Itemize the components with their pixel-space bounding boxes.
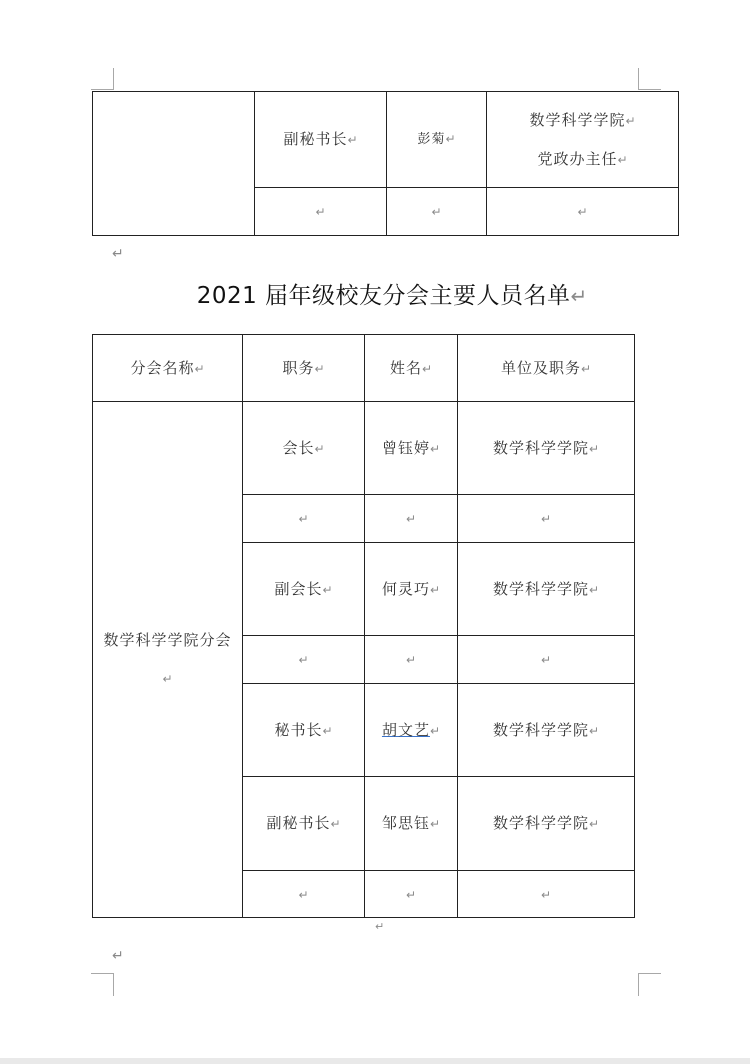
unit-cell: 数学科学学院↵ xyxy=(458,777,635,871)
table-row xyxy=(93,402,635,495)
role-cell: ↵ xyxy=(255,188,387,236)
role-cell: ↵ xyxy=(243,871,365,918)
branch-cell-empty xyxy=(93,92,255,236)
name-cell: 彭菊↵ xyxy=(387,92,487,188)
document-title: 2021 届年级校友分会主要人员名单↵ xyxy=(196,283,588,309)
name-cell: 何灵巧↵ xyxy=(365,543,458,636)
role-cell: 副秘书长↵ xyxy=(243,777,365,871)
role-cell: 副会长↵ xyxy=(243,543,365,636)
unit-cell: ↵ xyxy=(458,871,635,918)
unit-cell: 数学科学学院↵ xyxy=(458,543,635,636)
header-branch: 分会名称↵ xyxy=(93,335,243,402)
proofing-underlined-name: 胡文艺 xyxy=(381,720,430,739)
role-cell: 秘书长↵ xyxy=(243,684,365,777)
role-cell: ↵ xyxy=(243,636,365,684)
unit-cell: ↵ xyxy=(458,636,635,684)
header-name: 姓名↵ xyxy=(365,335,458,402)
paragraph-mark: ↵ xyxy=(375,920,385,933)
name-cell: ↵ xyxy=(365,636,458,684)
header-role: 职务↵ xyxy=(243,335,365,402)
table-row xyxy=(93,92,679,188)
paragraph-mark: ↵ xyxy=(112,246,124,262)
name-cell: 邹思钰↵ xyxy=(365,777,458,871)
roster-table xyxy=(92,334,635,918)
crop-mark-bottom-left xyxy=(91,973,114,996)
role-cell: ↵ xyxy=(243,495,365,543)
name-cell: ↵ xyxy=(365,495,458,543)
unit-cell: ↵ xyxy=(458,495,635,543)
name-cell: 胡文艺↵ xyxy=(365,684,458,777)
name-cell: 曾钰婷↵ xyxy=(365,402,458,495)
header-unit: 单位及职务↵ xyxy=(458,335,635,402)
branch-name-cell: 数学科学学院分会↵ xyxy=(93,402,243,918)
unit-cell: 数学科学学院↵ xyxy=(458,684,635,777)
continuation-table xyxy=(92,91,679,236)
unit-cell: 数学科学学院↵ 党政办主任↵ xyxy=(487,92,679,188)
role-cell: 会长↵ xyxy=(243,402,365,495)
unit-cell: 数学科学学院↵ xyxy=(458,402,635,495)
paragraph-mark: ↵ xyxy=(112,948,124,964)
role-cell: 副秘书长↵ xyxy=(255,92,387,188)
crop-mark-bottom-right xyxy=(638,973,661,996)
name-cell: ↵ xyxy=(365,871,458,918)
unit-cell: ↵ xyxy=(487,188,679,236)
name-cell: ↵ xyxy=(387,188,487,236)
table-header-row xyxy=(93,335,635,402)
crop-mark-top-left xyxy=(91,68,114,90)
crop-mark-top-right xyxy=(638,68,661,90)
